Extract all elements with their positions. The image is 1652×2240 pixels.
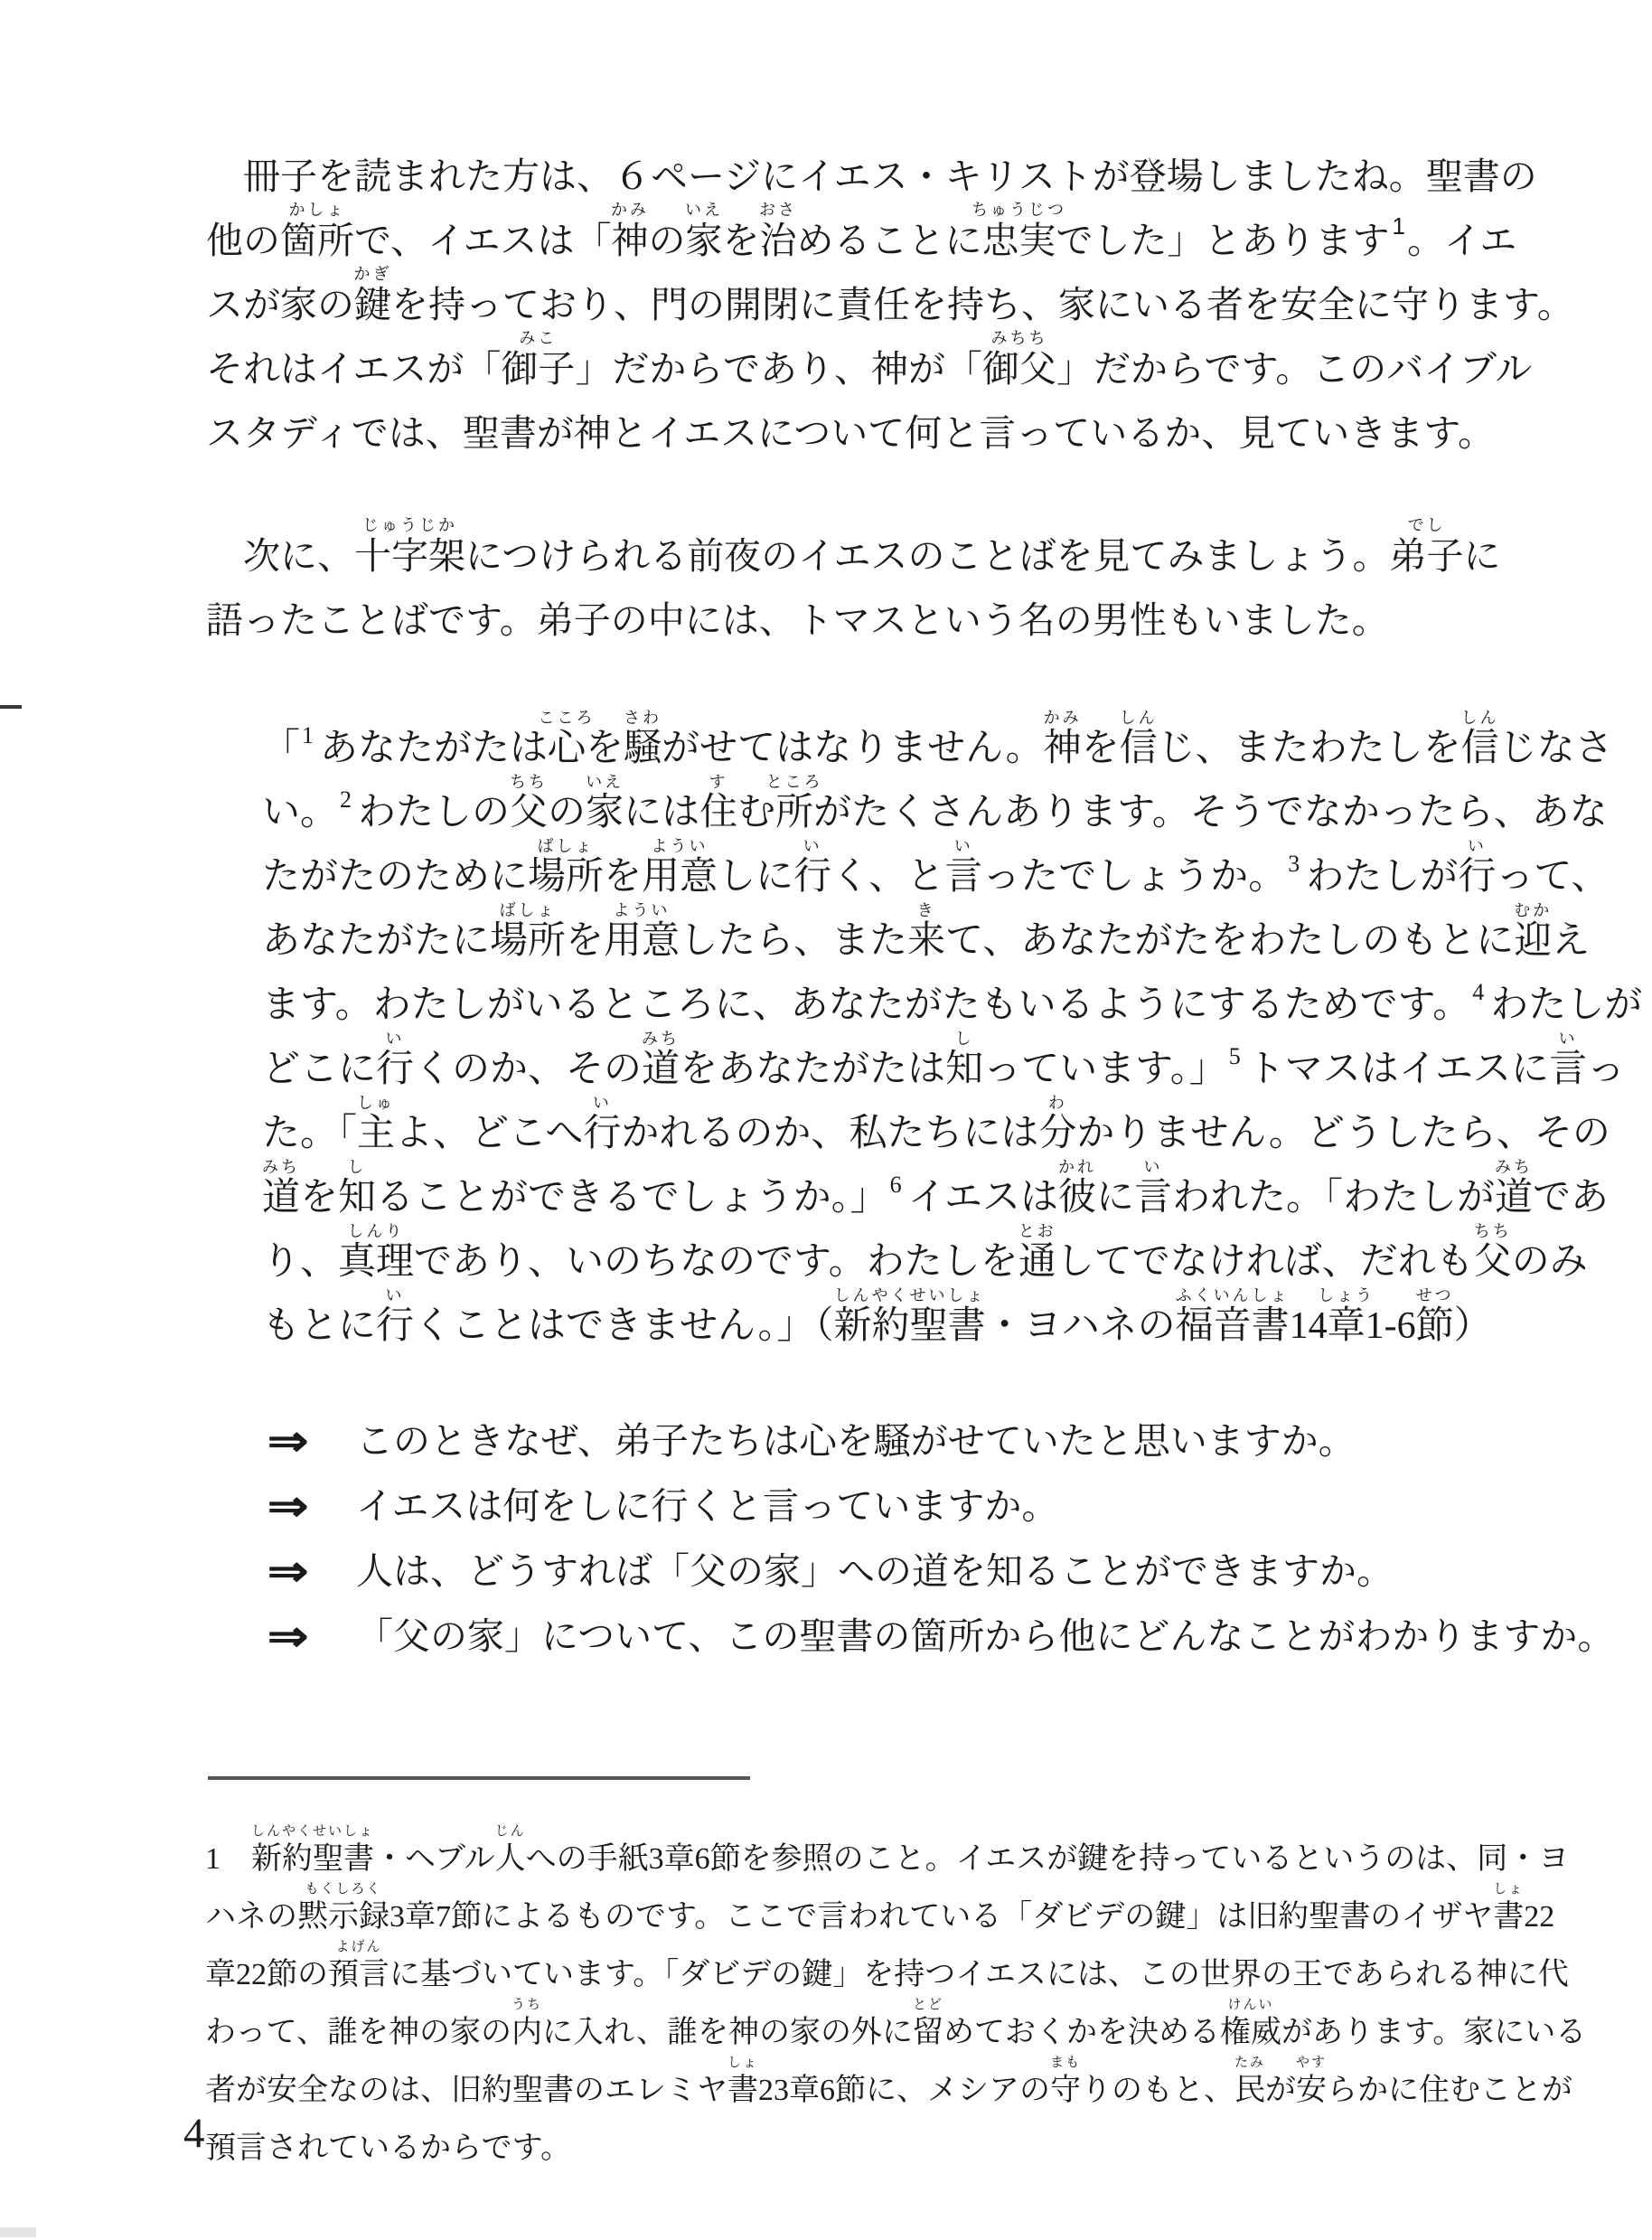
questions-list	[268, 1408, 1615, 1669]
text-line: 「$^1$ あなたがたは心 こころ を騒 さわ がせてはなりません。神 かみ を信 しん じ、またわたしを信 しん じなさ	[262, 717, 1428, 781]
text-line: スが家の鍵 かぎ を持っており、門の開閉に責任を持ち、家にいる者を安全に守ります。	[206, 273, 1428, 337]
text-line: ハネの黙示録 もくしろく 3章7節によるものです。ここで言われている「ダビデの鍵」は旧約聖書のイザヤ書 しょ 22	[205, 1888, 1428, 1946]
ruby-word: 節 せつ	[1415, 1286, 1454, 1347]
furigana: かぎ	[353, 265, 392, 283]
furigana: い	[953, 837, 973, 855]
furigana: せつ	[1415, 1286, 1454, 1304]
ruby-word: 通 とお	[1018, 1222, 1056, 1283]
text-line: た。「主 しゅ よ、どこへ行 い かれるのか、私たちには分 わ かりません。どうしたら、その	[262, 1102, 1428, 1166]
ruby-word: 行 い	[376, 1030, 415, 1090]
furigana: しょう	[1318, 1286, 1375, 1304]
double-arrow-icon: ⇒	[268, 1547, 309, 1595]
furigana: し	[954, 1030, 974, 1048]
furigana: おさ	[759, 201, 798, 219]
text-line: もとに行 い くことはできません。」（新約聖書 しんやくせいしょ ・ヨハネの福音書 ふくいんしょ 14章 しょう 1-6節 せつ ）	[262, 1294, 1428, 1359]
ruby-word: 父 ちち	[1473, 1222, 1512, 1283]
text-line: たがたのために場所 ばしょ を用意 ようい しに行 い く、と言 い ったでしょうか。$^3$ わたしが行 い って、	[262, 845, 1428, 909]
page-number: 4	[183, 2110, 205, 2157]
furigana: しんり	[347, 1222, 405, 1240]
ruby-word: 場所 ばしょ	[490, 901, 567, 962]
text-line: 道 みち を知 し ることができるでしょうか。」$^6$ イエスは彼 かれ に言 い われた。「わたしが道 みち であ	[262, 1166, 1428, 1230]
text-line: それはイエスが「御子 みこ 」だからであり、神が「御父 みちち 」だからです。このバイブル	[206, 337, 1428, 401]
furigana: ばしょ	[499, 901, 557, 919]
question-text: イエスは何をしに行くと言っていますか。	[356, 1485, 1059, 1527]
ruby-word: 人 じん	[494, 1824, 526, 1876]
furigana: じん	[494, 1824, 526, 1839]
furigana: ちゅうじつ	[971, 201, 1067, 219]
text-line: 冊子を読まれた方は、６ページにイエス・キリストが登場しましたね。聖書の	[206, 155, 1537, 197]
furigana: むか	[1514, 901, 1553, 919]
ruby-word: 知 し	[945, 1030, 984, 1090]
superscript-number: 5	[1228, 1043, 1241, 1069]
ruby-word: 道 みち	[642, 1030, 681, 1090]
question-text: このときなぜ、弟子たちは心を騒がせていたと思いますか。	[356, 1420, 1356, 1462]
furigana: しん	[1119, 709, 1158, 727]
ruby-word: 行 い	[793, 837, 832, 898]
furigana: いえ	[586, 773, 624, 791]
ruby-word: 書 しょ	[727, 2056, 759, 2107]
ruby-word: 用意 ようい	[604, 901, 681, 962]
ruby-word: 言 い	[1549, 1030, 1588, 1090]
ruby-word: 行 い	[1458, 837, 1497, 898]
furigana: ちち	[1473, 1222, 1512, 1240]
furigana: しんやくせいしょ	[250, 1824, 375, 1839]
ruby-word: 章 しょう	[1318, 1286, 1375, 1347]
furigana: じゅうじか	[362, 516, 457, 534]
text-line: 1 新約聖書 しんやくせいしょ ・ヘブル人 じん への手紙3章6節を参照のこと。イエスが鍵を持っているというのは、同・ヨ	[205, 1831, 1428, 1888]
furigana: い	[592, 1094, 612, 1112]
ruby-word: 迎 むか	[1514, 901, 1553, 962]
ruby-word: 御父 みちち	[981, 329, 1056, 390]
text-line: り、真理 しんり であり、いのちなのです。わたしを通 とお してでなければ、だれも父 ちち のみ	[262, 1230, 1428, 1294]
furigana: けんい	[1227, 1998, 1274, 2012]
furigana: みち	[1495, 1158, 1534, 1176]
furigana: みこ	[519, 329, 558, 347]
text-line: 次に、十字架 じゅうじか につけられる前夜のイエスのことばを見てみましょう。弟子 でし に	[206, 524, 1428, 588]
ruby-word: 忠実 ちゅうじつ	[971, 201, 1067, 261]
furigana: し	[347, 1158, 367, 1176]
furigana: かみ	[611, 201, 650, 219]
ruby-word: 彼 かれ	[1057, 1158, 1096, 1219]
ruby-word: 場所 ばしょ	[528, 837, 605, 898]
double-arrow-icon: ⇒	[268, 1612, 309, 1660]
furigana: ところ	[765, 773, 823, 791]
intro-paragraph	[206, 145, 1574, 466]
ruby-word: 神 かみ	[1043, 709, 1082, 769]
ruby-word: 父 ちち	[510, 773, 549, 833]
ruby-word: 預言 よげん	[328, 1940, 390, 1991]
furigana: とど	[913, 1998, 944, 2012]
ruby-word: 用意 ようい	[642, 837, 718, 898]
superscript-number: 1	[302, 722, 314, 748]
ruby-word: 信 しん	[1460, 709, 1499, 769]
ruby-word: 黙示録 もくしろく	[297, 1882, 390, 1934]
ruby-word: 弟子 でし	[1389, 516, 1464, 577]
furigana: ちち	[510, 773, 549, 791]
text-line: 他の箇所 かしょ で、イエスは「神 かみ の家 いえ を治 おさ めることに忠実 ちゅうじつ でした」とあります $^1$。イエ	[206, 209, 1428, 273]
furigana: いえ	[685, 201, 724, 219]
ruby-word: 権威 けんい	[1220, 1998, 1282, 2049]
furigana: とお	[1018, 1222, 1056, 1240]
furigana: みちち	[990, 329, 1048, 347]
ruby-word: 御子 みこ	[501, 329, 576, 390]
ruby-word: 来 き	[907, 901, 946, 962]
ruby-word: 治 おさ	[759, 201, 798, 261]
ruby-word: 住 す	[699, 773, 738, 833]
ruby-word: 信 しん	[1119, 709, 1158, 769]
furigana: かれ	[1057, 1158, 1096, 1176]
ruby-word: 新約聖書 しんやくせいしょ	[250, 1824, 375, 1876]
superscript-number: 4	[1472, 979, 1485, 1005]
footnote	[205, 1824, 1587, 2178]
furigana: しゅ	[357, 1094, 396, 1112]
text-line: 者が安全なのは、旧約聖書のエレミヤ書 しょ 23章6節に、メシアの守 まも りのもと、民 たみ が安 やす らかに住むことが	[205, 2062, 1428, 2120]
furigana: ふくいんしょ	[1175, 1286, 1290, 1304]
furigana: い	[385, 1030, 405, 1048]
furigana: い	[803, 837, 822, 855]
ruby-word: 主 しゅ	[357, 1094, 396, 1154]
margin-mark	[0, 705, 22, 709]
question-item	[268, 1473, 1433, 1539]
text-line: 語ったことばです。弟子の中には、トマスという名の男性もいました。	[206, 599, 1389, 641]
ruby-word: 言 い	[1134, 1158, 1173, 1219]
ruby-word: 留 とど	[913, 1998, 944, 2049]
ruby-word: 書 しょ	[1493, 1882, 1525, 1934]
ruby-word: 道 みち	[262, 1158, 301, 1219]
furigana: き	[916, 901, 936, 919]
text-line: わって、誰を神の家の内 うち に入れ、誰を神の家の外に留 とど めておくかを決める権威 けんい があります。家にいる	[205, 2004, 1428, 2062]
furigana: す	[709, 773, 728, 791]
furigana: い	[385, 1286, 405, 1304]
ruby-word: 十字架 じゅうじか	[354, 516, 465, 577]
text-line: スタディでは、聖書が神とイエスについて何と言っているか、見ていきます。	[206, 412, 1495, 454]
furigana: まも	[1049, 2056, 1082, 2070]
furigana: うち	[511, 1998, 542, 2012]
footnote-divider	[208, 1776, 750, 1780]
text-line: あなたがたに場所 ばしょ を用意 ようい したら、また来 き て、あなたがたをわたしのもとに迎 むか え	[262, 909, 1428, 974]
ruby-word: 安 やす	[1295, 2056, 1328, 2107]
double-arrow-icon: ⇒	[268, 1482, 309, 1529]
furigana: やす	[1295, 2056, 1328, 2070]
ruby-word: 分 わ	[1038, 1094, 1077, 1154]
ruby-word: 所 ところ	[765, 773, 823, 833]
text-line: 預言されているからです。	[205, 2132, 571, 2165]
ruby-word: 言 い	[944, 837, 983, 898]
ruby-word: 守 まも	[1049, 2056, 1082, 2107]
furigana: でし	[1407, 516, 1446, 534]
ruby-word: 家 いえ	[685, 201, 724, 261]
question-item	[268, 1539, 1433, 1604]
ruby-word: 神 かみ	[611, 201, 650, 261]
furigana: みち	[262, 1158, 300, 1176]
superscript-number: 6	[889, 1172, 902, 1198]
text-line: どこに行 い くのか、その道 みち をあなたがたは知 し っています。」$^5$ トマスはイエスに言 い っ	[262, 1038, 1428, 1102]
furigana: い	[1467, 837, 1487, 855]
text-line: 章22節の預言 よげん に基づいています。「ダビデの鍵」を持つイエスには、この世界の王であられる神に代	[205, 1946, 1428, 2004]
furigana: しんやくせいしょ	[833, 1286, 986, 1304]
furigana: さわ	[624, 709, 662, 727]
furigana: しん	[1460, 709, 1499, 727]
ruby-word: 行 い	[376, 1286, 415, 1347]
question-item	[268, 1604, 1615, 1669]
ruby-word: 家 いえ	[586, 773, 624, 833]
furigana: こころ	[538, 709, 596, 727]
question-text: 人は、どうすれば「父の家」への道を知ることができますか。	[356, 1550, 1394, 1592]
scripture-quote	[262, 709, 1643, 1359]
furigana: い	[1558, 1030, 1578, 1048]
furigana: しょ	[1493, 1882, 1525, 1896]
furigana: ようい	[651, 837, 709, 855]
ruby-word: 行 い	[583, 1094, 622, 1154]
ruby-word: 道 みち	[1495, 1158, 1534, 1219]
question-item	[268, 1408, 1433, 1473]
ruby-word: 箇所 かしょ	[280, 201, 354, 261]
furigana: よげん	[335, 1940, 382, 1954]
ruby-word: 新約聖書 しんやくせいしょ	[833, 1286, 986, 1347]
furigana: かみ	[1043, 709, 1082, 727]
superscript-number: 2	[340, 786, 352, 813]
ruby-word: 鍵 かぎ	[353, 265, 392, 325]
ruby-word: 真理 しんり	[338, 1222, 415, 1283]
furigana: ばしょ	[537, 837, 595, 855]
superscript-number: 3	[1288, 851, 1300, 877]
text-line: い。$^2$ わたしの父 ちち の家 いえ には住 す む所 ところ がたくさんあります。そうでなかったら、あな	[262, 781, 1428, 845]
ruby-word: 内 うち	[511, 1998, 542, 2049]
question-text: 「父の家」について、この聖書の箇所から他にどんなことがわかりますか。	[356, 1615, 1615, 1657]
context-paragraph	[206, 516, 1501, 653]
ruby-word: 知 し	[338, 1158, 377, 1219]
furigana: わ	[1047, 1094, 1067, 1112]
superscript-number: 1	[1392, 212, 1406, 240]
furigana: たみ	[1234, 2056, 1266, 2070]
double-arrow-icon: ⇒	[268, 1416, 309, 1464]
furigana: い	[1143, 1158, 1163, 1176]
furigana: かしょ	[288, 201, 346, 219]
furigana: もくしろく	[305, 1882, 382, 1896]
ruby-word: 民 たみ	[1234, 2056, 1266, 2107]
ruby-word: 福音書 ふくいんしょ	[1175, 1286, 1290, 1347]
ruby-word: 騒 さわ	[624, 709, 662, 769]
furigana: しょ	[727, 2056, 759, 2070]
ruby-word: 心 こころ	[538, 709, 596, 769]
text-line: ます。わたしがいるところに、あなたがたもいるようにするためです。$^4$ わたしが	[262, 979, 1643, 1026]
furigana: ようい	[613, 901, 671, 919]
scan-artifact	[0, 2227, 36, 2237]
furigana: みち	[642, 1030, 681, 1048]
